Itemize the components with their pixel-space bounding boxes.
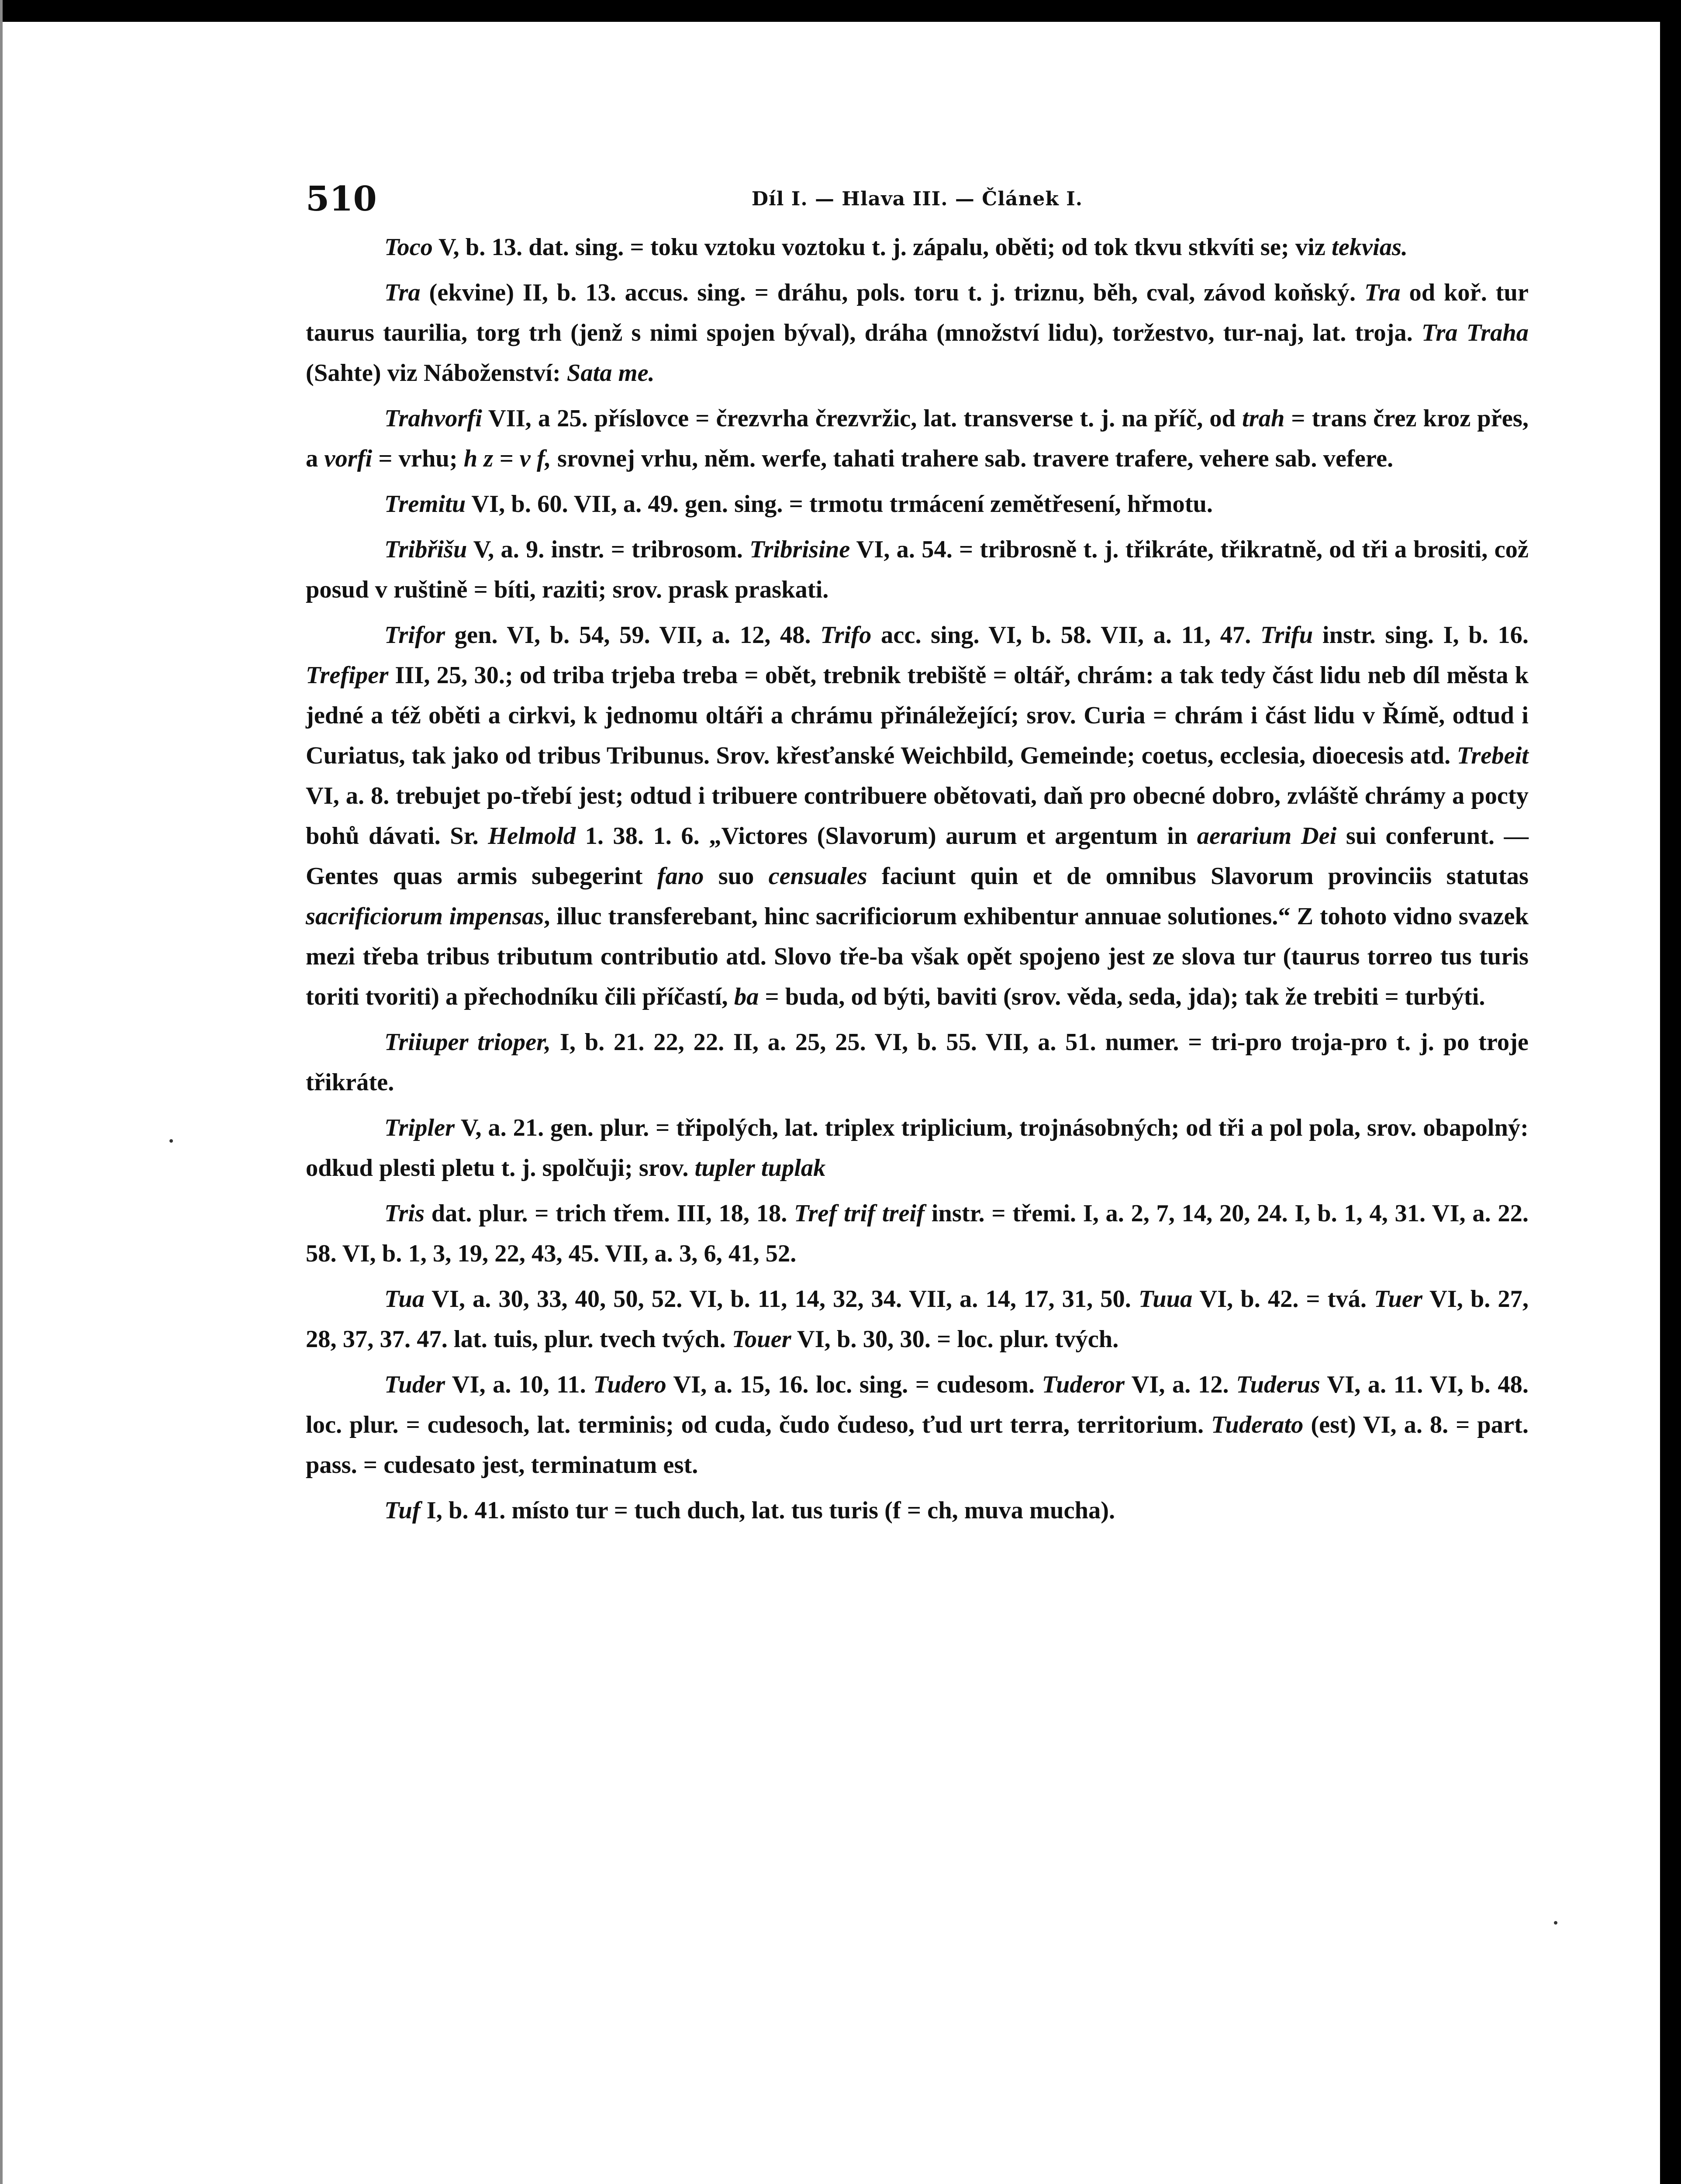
entry-text: VI, b. 30, 30. = loc. plur. tvých. [791, 1326, 1119, 1353]
entry-headword: fano [657, 863, 704, 890]
entry-headword: Trahvorfi [384, 405, 482, 432]
entry-text: instr. = třemi. I, a. 2, 7, 14, 20, 24. I, b. 1, 4, 31. VI, a. 22. 58. VI, b. 1, 3, 19, 22, 43, 45. VII, a. 3, 6, 41, 52. [306, 1200, 1529, 1267]
entry-headword: Trifu [1260, 622, 1313, 649]
entry-headword: Toco [384, 234, 433, 261]
margin-speck-left [169, 1139, 173, 1143]
entry-text: VI, a. 54. = tribrosně t. j. třikráte, třikratně, od tři a brositi, což posud v ruštině = bíti, raziti; srov. prask praskati. [306, 536, 1529, 603]
entry-headword: tupler tuplak [694, 1154, 826, 1182]
dictionary-entry [306, 398, 1529, 479]
dictionary-entry [306, 1490, 1529, 1531]
dictionary-entry [306, 1022, 1529, 1102]
entry-headword: Trefiper [306, 662, 389, 689]
entry-headword: Tuf [384, 1497, 421, 1524]
entry-text: III, 25, 30.; od triba trjeba treba = obět, trebnik trebiště = oltář, chrám: a tak tedy část lidu neb díl města k jedné a též oběti a cirkvi, k jednomu oltáři a chrámu přináležející; srov. Curia = chrám i část lidu v Římě, odtud i Curiatus, tak jako od tribus Tribunus. Srov. křesťanské Weichbild, Gemeinde; coetus, ecclesia, dioecesis atd. [306, 662, 1529, 769]
dictionary-entry [306, 227, 1529, 267]
dictionary-entry [306, 615, 1529, 1017]
entry-headword: sacrificiorum impensas [306, 903, 544, 930]
entry-text: (ekvine) II, b. 13. accus. sing. = dráhu, pols. toru t. j. triznu, běh, cval, závod koňský. [420, 279, 1364, 306]
entry-headword: Tribrisine [749, 536, 850, 563]
entry-headword: Tuua [1138, 1286, 1193, 1313]
entry-text: V, a. 9. instr. = tribrosom. [467, 536, 750, 563]
entry-text: VI, a. 30, 33, 40, 50, 52. VI, b. 11, 14, 32, 34. VII, a. 14, 17, 31, 50. [425, 1286, 1139, 1313]
entry-headword: aerarium Dei [1197, 822, 1337, 850]
scan-border-left [0, 0, 3, 2184]
entry-text: gen. VI, b. 54, 59. VII, a. 12, 48. [445, 622, 821, 649]
entry-text: VI, a. 11. VI, b. 48. loc. plur. = cudesoch, lat. terminis; od cuda, čudo čudeso, ťud urt terra, territorium. [306, 1371, 1529, 1438]
scan-border-right [1660, 0, 1681, 2184]
entry-headword: tekvias. [1332, 234, 1408, 261]
entry-text: suo [704, 863, 769, 890]
page-header [306, 175, 1529, 227]
entry-headword: Helmold [488, 822, 576, 850]
entry-text: 1. 38. 1. 6. „Victores (Slavorum) aurum et argentum in [576, 822, 1197, 850]
entry-text: VI, a. 15, 16. loc. sing. = cudesom. [666, 1371, 1042, 1398]
page-number: 510 [306, 179, 377, 219]
dictionary-body [306, 227, 1529, 1531]
entry-headword: Sata me. [566, 359, 655, 387]
entry-headword: Triiuper trioper, [384, 1029, 551, 1056]
entry-text: VI, b. 27, 28, 37, 37. 47. lat. tuis, plur. tvech tvých. [306, 1286, 1529, 1353]
entry-headword: Tua [384, 1286, 425, 1313]
dictionary-entry [306, 1279, 1529, 1359]
entry-text: V, b. 13. dat. sing. = toku vztoku voztoku t. j. zápalu, oběti; od tok tkvu stkvíti se; viz [432, 234, 1332, 261]
scan-border-top [0, 0, 1681, 22]
entry-headword: Tra [384, 279, 421, 306]
entry-headword: Tra [1364, 279, 1401, 306]
entry-text: acc. sing. VI, b. 58. VII, a. 11, 47. [871, 622, 1260, 649]
entry-headword: vorfi [324, 445, 373, 472]
entry-headword: Tref trif treif [794, 1200, 925, 1227]
entry-text: = trans črez kroz přes, a [306, 405, 1529, 472]
entry-headword: Tremitu [384, 491, 466, 518]
dictionary-entry [306, 1108, 1529, 1188]
entry-headword: Touer [732, 1326, 791, 1353]
entry-text: sui conferunt. — Gentes quas armis subegerint [306, 822, 1529, 890]
entry-text: = buda, od býti, baviti (srov. věda, seda, jda); tak že trebiti = turbýti. [759, 983, 1485, 1010]
entry-text: (est) VI, a. 8. = part. pass. = cudesato jest, terminatum est. [306, 1411, 1529, 1479]
entry-text: VI, b. 60. VII, a. 49. gen. sing. = trmotu trmácení zemětřesení, hřmotu. [466, 491, 1213, 518]
entry-headword: h z = v f, [463, 445, 551, 472]
entry-headword: censuales [768, 863, 867, 890]
entry-headword: Tuderato [1211, 1411, 1304, 1438]
dictionary-entry [306, 529, 1529, 610]
entry-text: I, b. 21. 22, 22. II, a. 25, 25. VI, b. 55. VII, a. 51. numer. = tri-pro troja-pro t. j. po troje třikráte. [306, 1029, 1529, 1096]
entry-headword: ba [734, 983, 759, 1010]
entry-headword: Tuer [1374, 1286, 1422, 1313]
entry-text: , illuc transferebant, hinc sacrificiorum exhibentur annuae solutiones.“ Z tohoto vidno svazek mezi třeba tribus tributum contributio atd. Slovo tře-ba však opět spojeno jest ze slova tur (taurus torreo tus turis toriti tvoriti) a přechodníku čili příčastí, [306, 903, 1529, 1010]
entry-text: dat. plur. = trich třem. III, 18, 18. [425, 1200, 794, 1227]
running-head: Díl I. — Hlava III. — Článek I. [751, 188, 1083, 210]
book-page [306, 175, 1529, 1536]
entry-headword: Tris [384, 1200, 425, 1227]
margin-speck-right [1554, 1921, 1557, 1925]
entry-text: srovnej vrhu, něm. werfe, tahati trahere sab. travere trafere, vehere sab. vefere. [551, 445, 1394, 472]
entry-text: VII, a 25. příslovce = črezvrha črezvržic, lat. transverse t. j. na příč, od [482, 405, 1243, 432]
entry-text: od koř. tur taurus taurilia, torg trh (jenž s nimi spojen býval), dráha (množství lidu), toržestvo, tur-naj, lat. troja. [306, 279, 1529, 346]
entry-text: instr. sing. I, b. 16. [1313, 622, 1529, 649]
entry-text: faciunt quin et de omnibus Slavorum provinciis statutas [867, 863, 1529, 890]
dictionary-entry [306, 273, 1529, 393]
entry-text: VI, b. 42. = tvá. [1192, 1286, 1374, 1313]
entry-text: VI, a. 10, 11. [445, 1371, 594, 1398]
dictionary-entry [306, 1365, 1529, 1485]
entry-headword: Trebeit [1457, 742, 1529, 769]
entry-text: = vrhu; [372, 445, 464, 472]
entry-text: V, a. 21. gen. plur. = třipolých, lat. triplex triplicium, trojnásobných; od tři a pol pola, srov. obapolný: odkud plesti pletu t. j. spolčuji; srov. [306, 1114, 1529, 1182]
entry-headword: Tribřišu [384, 536, 467, 563]
entry-headword: Tripler [384, 1114, 455, 1141]
dictionary-entry [306, 1193, 1529, 1274]
entry-headword: Tuderus [1236, 1371, 1320, 1398]
entry-text: I, b. 41. místo tur = tuch duch, lat. tus turis (f = ch, muva mucha). [420, 1497, 1115, 1524]
entry-headword: Trifor [384, 622, 445, 649]
dictionary-entry [306, 484, 1529, 524]
entry-headword: Tra Traha [1421, 319, 1529, 346]
entry-text: VI, a. 8. trebujet po-třebí jest; odtud i tribuere contribuere obětovati, daň pro obecné dobro, zvláště chrámy a pocty bohů dávati. Sr. [306, 782, 1529, 850]
entry-headword: Tudero [593, 1371, 666, 1398]
entry-text: VI, a. 12. [1125, 1371, 1236, 1398]
entry-headword: Trifo [820, 622, 872, 649]
entry-headword: trah [1242, 405, 1285, 432]
entry-headword: Tuderor [1042, 1371, 1125, 1398]
entry-headword: Tuder [384, 1371, 445, 1398]
entry-text: (Sahte) viz Náboženství: [306, 359, 567, 387]
